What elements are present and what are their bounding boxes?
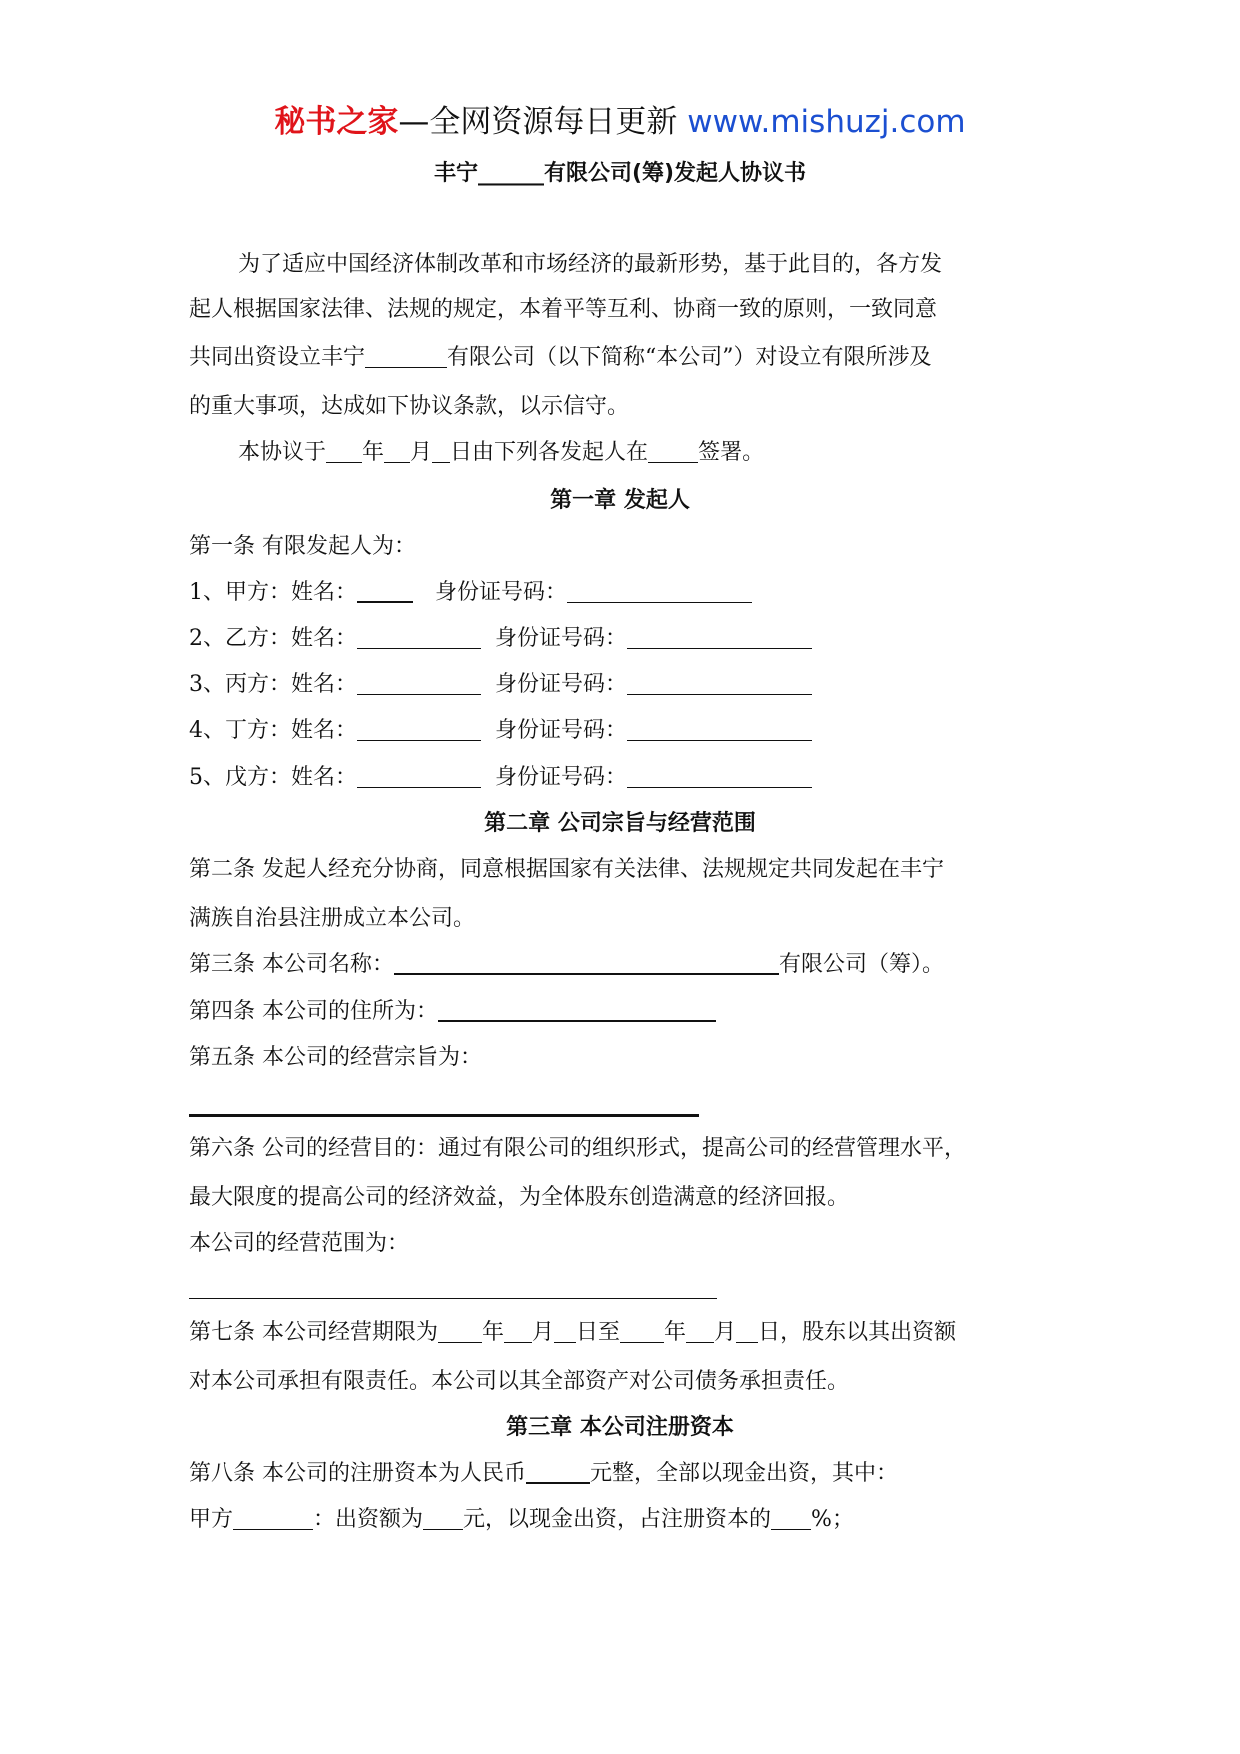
article-8-p2: ：出资额为 <box>313 1507 424 1532</box>
id-blank <box>567 578 752 603</box>
article-7-day2: 日，股东以其出资额 <box>758 1320 957 1345</box>
year-blank <box>438 1318 482 1343</box>
name-blank <box>357 577 413 603</box>
banner-slogan: —全网资源每日更新 <box>398 104 688 140</box>
month-blank <box>686 1318 714 1343</box>
chapter-1-heading: 第一章 发起人 <box>550 488 690 513</box>
percent-blank <box>771 1505 811 1530</box>
name-blank <box>357 716 481 741</box>
document-title: 丰宁______有限公司(筹)发起人协议书 <box>433 161 807 186</box>
month-blank <box>504 1318 532 1343</box>
party-label: 4、丁方：姓名： <box>189 718 357 743</box>
party-name-blank <box>233 1505 313 1530</box>
site-banner <box>0 100 1240 144</box>
article-3 <box>189 948 944 982</box>
id-label: 身份证号码： <box>495 765 628 790</box>
company-name-field-blank <box>394 949 779 975</box>
id-blank <box>627 763 812 788</box>
article-2-line-2: 满族自治县注册成立本公司。 <box>189 906 476 931</box>
id-blank <box>627 624 812 649</box>
article-7-line-1 <box>189 1316 956 1350</box>
intro-line-3 <box>189 341 932 375</box>
party-label: 2、乙方：姓名： <box>189 626 357 651</box>
article-8-line-1 <box>189 1457 898 1491</box>
party-row <box>189 622 812 656</box>
signing-month: 月 <box>410 440 433 465</box>
chapter-2-heading: 第二章 公司宗旨与经营范围 <box>484 811 756 836</box>
month-blank <box>384 438 410 463</box>
intro-line-4: 的重大事项，达成如下协议条款，以示信守。 <box>189 394 630 419</box>
signing-end: 签署。 <box>698 440 765 465</box>
capital-blank <box>526 1458 590 1484</box>
article-3-a: 第三条 本公司名称： <box>189 952 394 977</box>
article-7-month2: 月 <box>714 1320 737 1345</box>
party-row <box>189 761 812 795</box>
name-blank <box>357 763 481 788</box>
article-2-line-1: 第二条 发起人经充分协商，同意根据国家有关法律、法规规定共同发起在丰宁 <box>189 857 944 882</box>
intro-line-3-b: 有限公司（以下简称“本公司”）对设立有限所涉及 <box>447 345 932 370</box>
party-row <box>189 576 752 610</box>
intro-line-3-a: 共同出资设立丰宁 <box>189 345 366 370</box>
article-7-year2: 年 <box>664 1320 687 1345</box>
banner-brand: 秘书之家 <box>274 104 399 140</box>
article-7-line-2: 对本公司承担有限责任。本公司以其全部资产对公司债务承担责任。 <box>189 1369 850 1394</box>
day-blank <box>736 1318 758 1343</box>
article-8-line-2 <box>189 1503 854 1537</box>
address-blank <box>438 996 716 1022</box>
party-row <box>189 714 812 748</box>
year-blank <box>620 1318 664 1343</box>
id-label: 身份证号码： <box>495 626 628 651</box>
place-blank <box>648 438 698 463</box>
id-blank <box>627 670 812 695</box>
article-8-p4: %； <box>811 1507 854 1532</box>
party-row <box>189 668 812 702</box>
signing-a: 本协议于 <box>238 440 327 465</box>
article-8-p1: 甲方 <box>189 1507 234 1532</box>
article-4-label: 第四条 本公司的住所为： <box>189 999 438 1024</box>
party-label: 1、甲方：姓名： <box>189 580 357 605</box>
article-4 <box>189 995 716 1029</box>
article-7-a: 第七条 本公司经营期限为 <box>189 1320 438 1345</box>
name-blank <box>357 670 481 695</box>
signing-year: 年 <box>362 440 385 465</box>
chapter-3-heading: 第三章 本公司注册资本 <box>506 1415 734 1440</box>
article-8-b: 元整，全部以现金出资，其中： <box>590 1461 899 1486</box>
intro-line-2: 起人根据国家法律、法规的规定，本着平等互利、协商一致的原则，一致同意 <box>189 297 938 322</box>
article-6-line-2: 最大限度的提高公司的经济效益，为全体股东创造满意的经济回报。 <box>189 1185 850 1210</box>
article-8-p3: 元，以现金出资，占注册资本的 <box>463 1507 772 1532</box>
article-7-year1: 年 <box>482 1320 505 1345</box>
id-blank <box>627 716 812 741</box>
year-blank <box>326 438 362 463</box>
id-label: 身份证号码： <box>495 718 628 743</box>
article-1: 第一条 有限发起人为： <box>189 534 416 559</box>
signing-line <box>238 436 764 470</box>
name-blank <box>357 624 481 649</box>
article-5: 第五条 本公司的经营宗旨为： <box>189 1045 482 1070</box>
signing-day: 日由下列各发起人在 <box>450 440 649 465</box>
day-blank <box>432 438 450 463</box>
article-6-line-3: 本公司的经营范围为： <box>189 1231 410 1256</box>
article-6-line-1: 第六条 公司的经营目的：通过有限公司的组织形式，提高公司的经营管理水平， <box>189 1136 966 1161</box>
article-7-month1: 月 <box>532 1320 555 1345</box>
id-label: 身份证号码： <box>435 580 568 605</box>
amount-blank <box>423 1505 463 1530</box>
day-blank <box>554 1318 576 1343</box>
company-name-blank <box>365 343 447 368</box>
article-3-b: 有限公司（筹）。 <box>779 952 945 977</box>
scope-blank-rule <box>189 1298 717 1299</box>
purpose-blank-rule <box>189 1114 699 1117</box>
article-7-day1: 日至 <box>576 1320 621 1345</box>
id-label: 身份证号码： <box>495 672 628 697</box>
banner-url-link[interactable]: www.mishuzj.com <box>687 104 966 140</box>
intro-line-1: 为了适应中国经济体制改革和市场经济的最新形势，基于此目的，各方发 <box>238 252 943 277</box>
party-label: 5、戊方：姓名： <box>189 765 357 790</box>
party-label: 3、丙方：姓名： <box>189 672 357 697</box>
article-8-a: 第八条 本公司的注册资本为人民币 <box>189 1461 526 1486</box>
